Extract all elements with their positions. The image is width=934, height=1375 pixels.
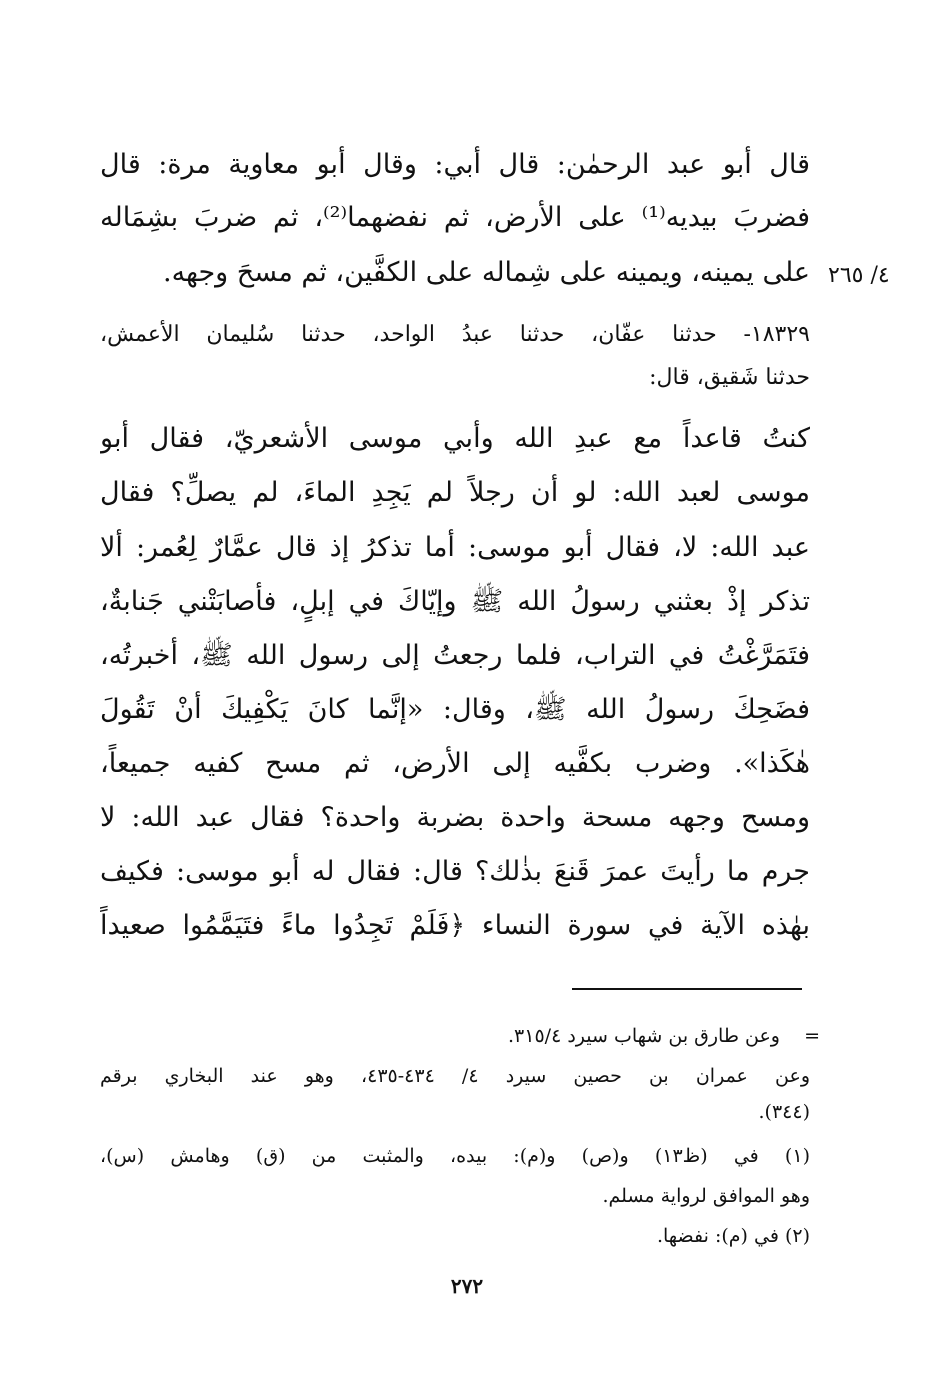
text-line: على يمينه، ويمينه على شِماله على الكفَّين، ثم مسحَ وجهه. [162,257,810,288]
text-line: هٰكَذا». وضرب بكفَّيه إلى الأرض، ثم مسح كفيه جميعاً، [100,748,810,779]
footnote-line: وعن طارق بن شهاب سيرد ٣١٥/٤. [508,1025,780,1047]
text-line: ومسح وجهه مسحة واحدة بضربة واحدة؟ فقال عبد الله: لا [100,802,810,833]
text-line: تذكر إذْ بعثني رسولُ الله ﷺ وإيّاكَ في إبلٍ، فأصابَتْني جَنابةٌ، [100,586,810,617]
text-line: بهٰذه الآية في سورة النساء ﴿فَلَمْ تَجِدُوا ماءً فتَيَمَّمُوا صعيداً [100,910,810,941]
footnote-line: وعن عمران بن حصين سيرد ٤/ ٤٣٤-٤٣٥، وهو عند البخاري برقم [100,1065,810,1087]
text-line: جرم ما رأيتَ عمرَ قَنعَ بذٰلك؟ قال: فقال له أبو موسى: فكيف [100,856,810,887]
footnote-continuation-mark: = [804,1025,820,1047]
footnote-line: (٢) في (م): نفضها. [656,1225,810,1247]
footnote-line: وهو الموافق لرواية مسلم. [602,1185,810,1207]
text-line: عبد الله: لا، فقال أبو موسى: أما تذكرُ إذ قال عمَّارٌ لِعُمر: ألا [100,532,810,563]
text-line: فضربَ بيديه⁽¹⁾ على الأرض، ثم نفضهما⁽²⁾، ثم ضربَ بشِمَاله [100,202,810,233]
footnote-separator [572,988,802,990]
text-line: كنتُ قاعداً مع عبدِ الله وأبي موسى الأشعريّ، فقال أبو [100,423,810,454]
hadith-chain-line: حدثنا شَقيق، قال: [649,365,810,390]
page-number: ٢٧٢ [450,1274,484,1298]
text-line: فتَمَرَّغْتُ في التراب، فلما رجعتُ إلى رسول الله ﷺ، أخبرتُه، [100,640,810,671]
text-line: موسى لعبد الله: لو أن رجلاً لم يَجِدِ الماءَ، لم يصلِّ؟ فقال [100,477,810,508]
footnote-line: (٣٤٤). [758,1101,810,1123]
text-line: فضَحِكَ رسولُ الله ﷺ، وقال: «إنَّما كانَ يَكْفِيكَ أنْ تَقُولَ [100,694,810,725]
margin-volume-page-reference: ٤/ ٢٦٥ [828,263,890,288]
footnote-line: (١) في (ظ١٣) و(ص) و(م): بيده، والمثبت من (ق) وهامش (س)، [100,1145,810,1167]
text-line: قال أبو عبد الرحمٰن: قال أبي: وقال أبو معاوية مرة: قال [100,149,810,180]
hadith-chain-line: ١٨٣٢٩- حدثنا عفّان، حدثنا عبدُ الواحد، حدثنا سُليمان الأعمش، [100,322,810,347]
